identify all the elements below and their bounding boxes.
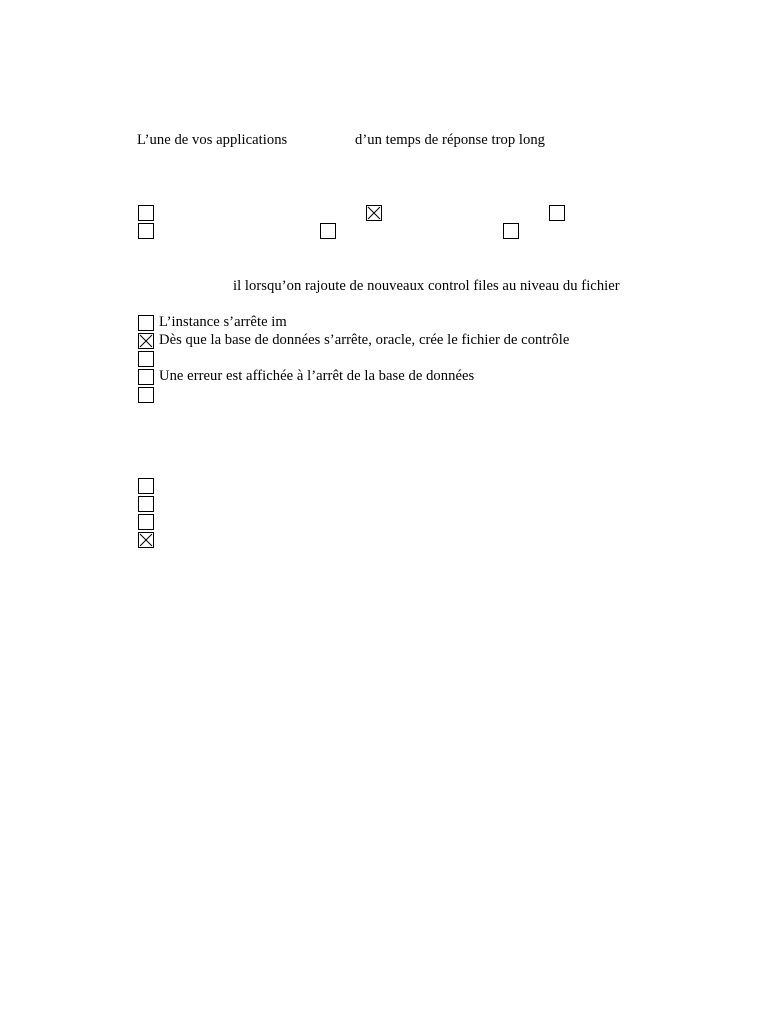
question3-option-1-checkbox[interactable] — [138, 478, 154, 494]
question1-option-3-checkbox[interactable] — [549, 205, 565, 221]
check-cross-icon — [367, 206, 381, 220]
question1-option-5-checkbox[interactable] — [320, 223, 336, 239]
question2-text: il lorsqu’on rajoute de nouveaux control files au niveau du fichier — [233, 278, 620, 294]
check-cross-icon — [139, 533, 153, 547]
question2-option-1-label: L’instance s’arrête im — [159, 314, 287, 330]
question1-text-part1: L’une de vos applications — [137, 132, 288, 148]
question1-option-4-checkbox[interactable] — [138, 223, 154, 239]
question2-option-2-label: Dès que la base de données s’arrête, oracle, crée le fichier de contrôle — [159, 332, 570, 348]
question3-option-2-checkbox[interactable] — [138, 496, 154, 512]
question3-option-4-checkbox[interactable] — [138, 532, 154, 548]
question2-option-3-checkbox[interactable] — [138, 351, 154, 367]
check-cross-icon — [139, 334, 153, 348]
question2-option-4-label: Une erreur est affichée à l’arrêt de la base de données — [159, 368, 475, 384]
question1-option-2-checkbox[interactable] — [366, 205, 382, 221]
question1-text-part2: d’un temps de réponse trop long — [355, 132, 546, 148]
question1-option-6-checkbox[interactable] — [503, 223, 519, 239]
question3-option-3-checkbox[interactable] — [138, 514, 154, 530]
question1-option-1-checkbox[interactable] — [138, 205, 154, 221]
question2-option-1-checkbox[interactable] — [138, 315, 154, 331]
question2-option-5-checkbox[interactable] — [138, 387, 154, 403]
question2-option-2-checkbox[interactable] — [138, 333, 154, 349]
question2-option-4-checkbox[interactable] — [138, 369, 154, 385]
